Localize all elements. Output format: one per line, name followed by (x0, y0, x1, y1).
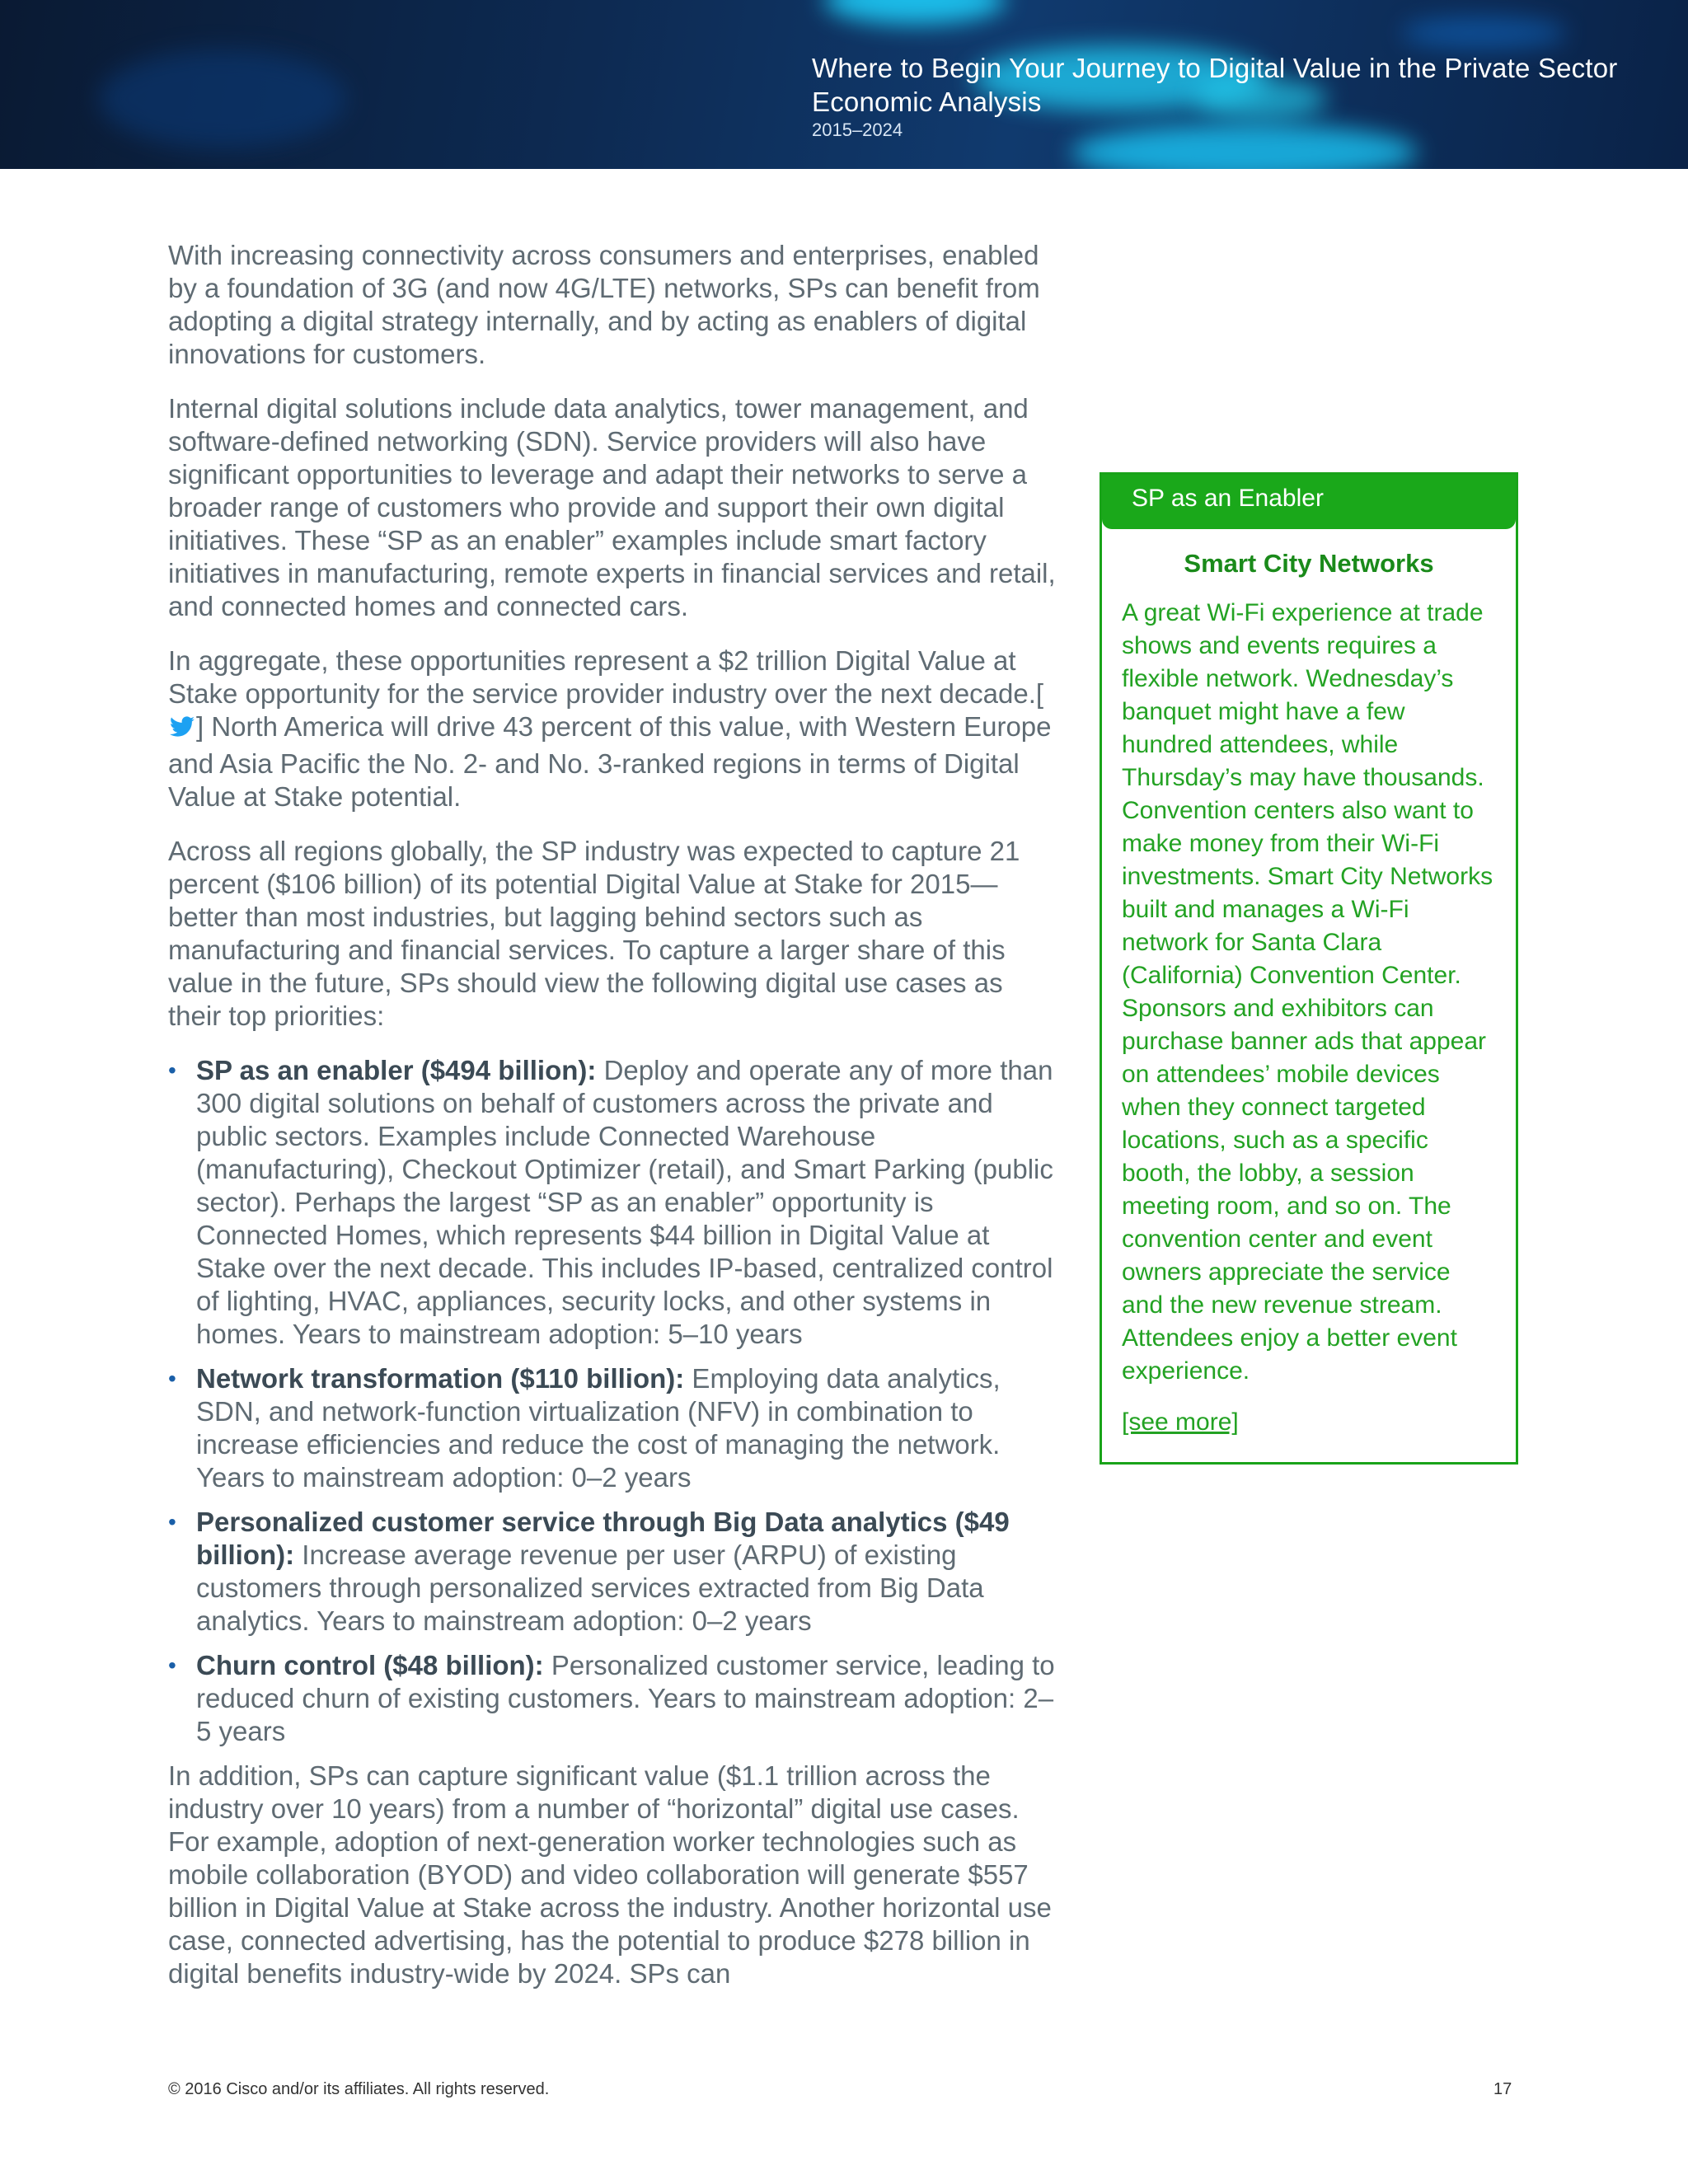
list-item (168, 1362, 1058, 1494)
paragraph-3-end: ] North America will drive 43 percent of this value, with Western Europe and Asia Pacific the No. 2- and No. 3-ranked regions in terms of Digital Value at Stake potential. (168, 711, 1052, 812)
list-item-text: Employing data analytics, SDN, and network-function virtualization (NFV) in combination to increase efficiencies and reduce the cost of managing the network. Years to mainstream adoption: 0–2 years (196, 1363, 1001, 1493)
banner-glow (99, 49, 346, 148)
list-item (168, 1649, 1058, 1748)
sidebar-box (1100, 472, 1518, 1465)
sidebar-body (1102, 529, 1516, 1439)
bullet-dot: • (168, 1366, 176, 1391)
paragraph-2: Internal digital solutions include data analytics, tower management, and software-defined networking (SDN). Service providers will also have significant opportunities to leverage and adapt their networks to serve a broader range of customers who provide and support their own digital initiatives. These “SP as an enabler” examples include smart factory initiatives in manufacturing, remote experts in financial services and retail, and connected homes and connected cars. (168, 393, 1056, 621)
paragraph-4: Across all regions globally, the SP industry was expected to capture 21 percent ($106 billion) of its potential Digital Value at Stake for 2015—better than most industries, but lagging behind sectors such as manufacturing and financial services. To capture a larger share of this value in the future, SPs should view the following digital use cases as their top priorities: (168, 836, 1020, 1031)
list-item-text: Deploy and operate any of more than 300 digital solutions on behalf of customers across the private and public sectors. Examples include Connected Warehouse (manufacturing), Checkout Optimizer (retail), and Smart Parking (public sector). Perhaps the largest “SP as an enabler” opportunity is Connected Homes, which represents $44 billion in Digital Value at Stake over the next decade. This includes IP-based, centralized control of lighting, HVAC, appliances, security locks, and other systems in homes. Years to mainstream adoption: 5–10 years (196, 1055, 1053, 1349)
document-subtitle: Economic Analysis (812, 87, 1042, 117)
document-title: Where to Begin Your Journey to Digital Value in the Private Sector (812, 53, 1618, 83)
see-more-link[interactable]: [see more] (1122, 1408, 1239, 1436)
banner-glow (824, 0, 1006, 25)
main-content (168, 239, 1058, 2012)
list-item-text: Increase average revenue per user (ARPU) of existing customers through personalized services extracted from Big Data analytics. Years to mainstream adoption: 0–2 years (196, 1540, 984, 1636)
twitter-bird-icon[interactable] (168, 715, 196, 748)
document-years: 2015–2024 (812, 120, 903, 140)
paragraph-3-start: In aggregate, these opportunities represent a $2 trillion Digital Value at Stake opportunity for the service provider industry over the next decade.[ (168, 645, 1044, 709)
list-item-text: Personalized customer service, leading to reduced churn of existing customers. Years to mainstream adoption: 2–5 years (196, 1650, 1055, 1746)
paragraph-3 (168, 644, 1058, 813)
bullet-dot: • (168, 1652, 176, 1678)
list-item-heading: Network transformation ($110 billion): (196, 1363, 685, 1394)
bullet-dot: • (168, 1509, 176, 1535)
page-number: 17 (1493, 2080, 1512, 2098)
footer-copyright: © 2016 Cisco and/or its affiliates. All rights reserved. (168, 2080, 550, 2098)
list-item-heading: SP as an enabler ($494 billion): (196, 1055, 597, 1085)
bullet-dot: • (168, 1057, 176, 1083)
sidebar-header: SP as an Enabler (1102, 475, 1516, 529)
sidebar-title: Smart City Networks (1184, 549, 1434, 578)
banner-text (812, 51, 1617, 142)
use-case-list (168, 1054, 1058, 1748)
paragraph-1: With increasing connectivity across consumers and enterprises, enabled by a foundation of 3G (and now 4G/LTE) networks, SPs can benefit from adopting a digital strategy internally, and by acting as enablers of digital innovations for customers. (168, 240, 1040, 369)
list-item (168, 1506, 1058, 1638)
banner-glow (1401, 16, 1566, 49)
list-item (168, 1054, 1058, 1351)
paragraph-5: In addition, SPs can capture significant value ($1.1 trillion across the industry over 10 years) from a number of “horizontal” digital use cases. For example, adoption of next-generation worker technologies such as mobile collaboration (BYOD) and video collaboration will generate $557 billion in Digital Value at Stake across the industry. Another horizontal use case, connected advertising, has the potential to produce $278 billion in digital benefits industry-wide by 2024. SPs can (168, 1760, 1052, 1989)
header-banner (0, 0, 1688, 169)
list-item-heading: Churn control ($48 billion): (196, 1650, 544, 1680)
list-item-heading: Personalized customer service through Big Data analytics ($49 billion): (196, 1507, 1010, 1570)
sidebar-text: A great Wi-Fi experience at trade shows and events requires a flexible network. Wednesday’s banquet might have a few hundred attendees, while Thursday’s may have thousands. Convention centers also want to make money from their Wi-Fi investments. Smart City Networks built and manages a Wi-Fi network for Santa Clara (California) Convention Center. Sponsors and exhibitors can purchase banner ads that appear on attendees’ mobile devices when they connect targeted locations, such as a specific booth, the lobby, a session meeting room, and so on. The convention center and event owners appreciate the service and the new revenue stream. Attendees enjoy a better event experience. (1122, 599, 1493, 1385)
